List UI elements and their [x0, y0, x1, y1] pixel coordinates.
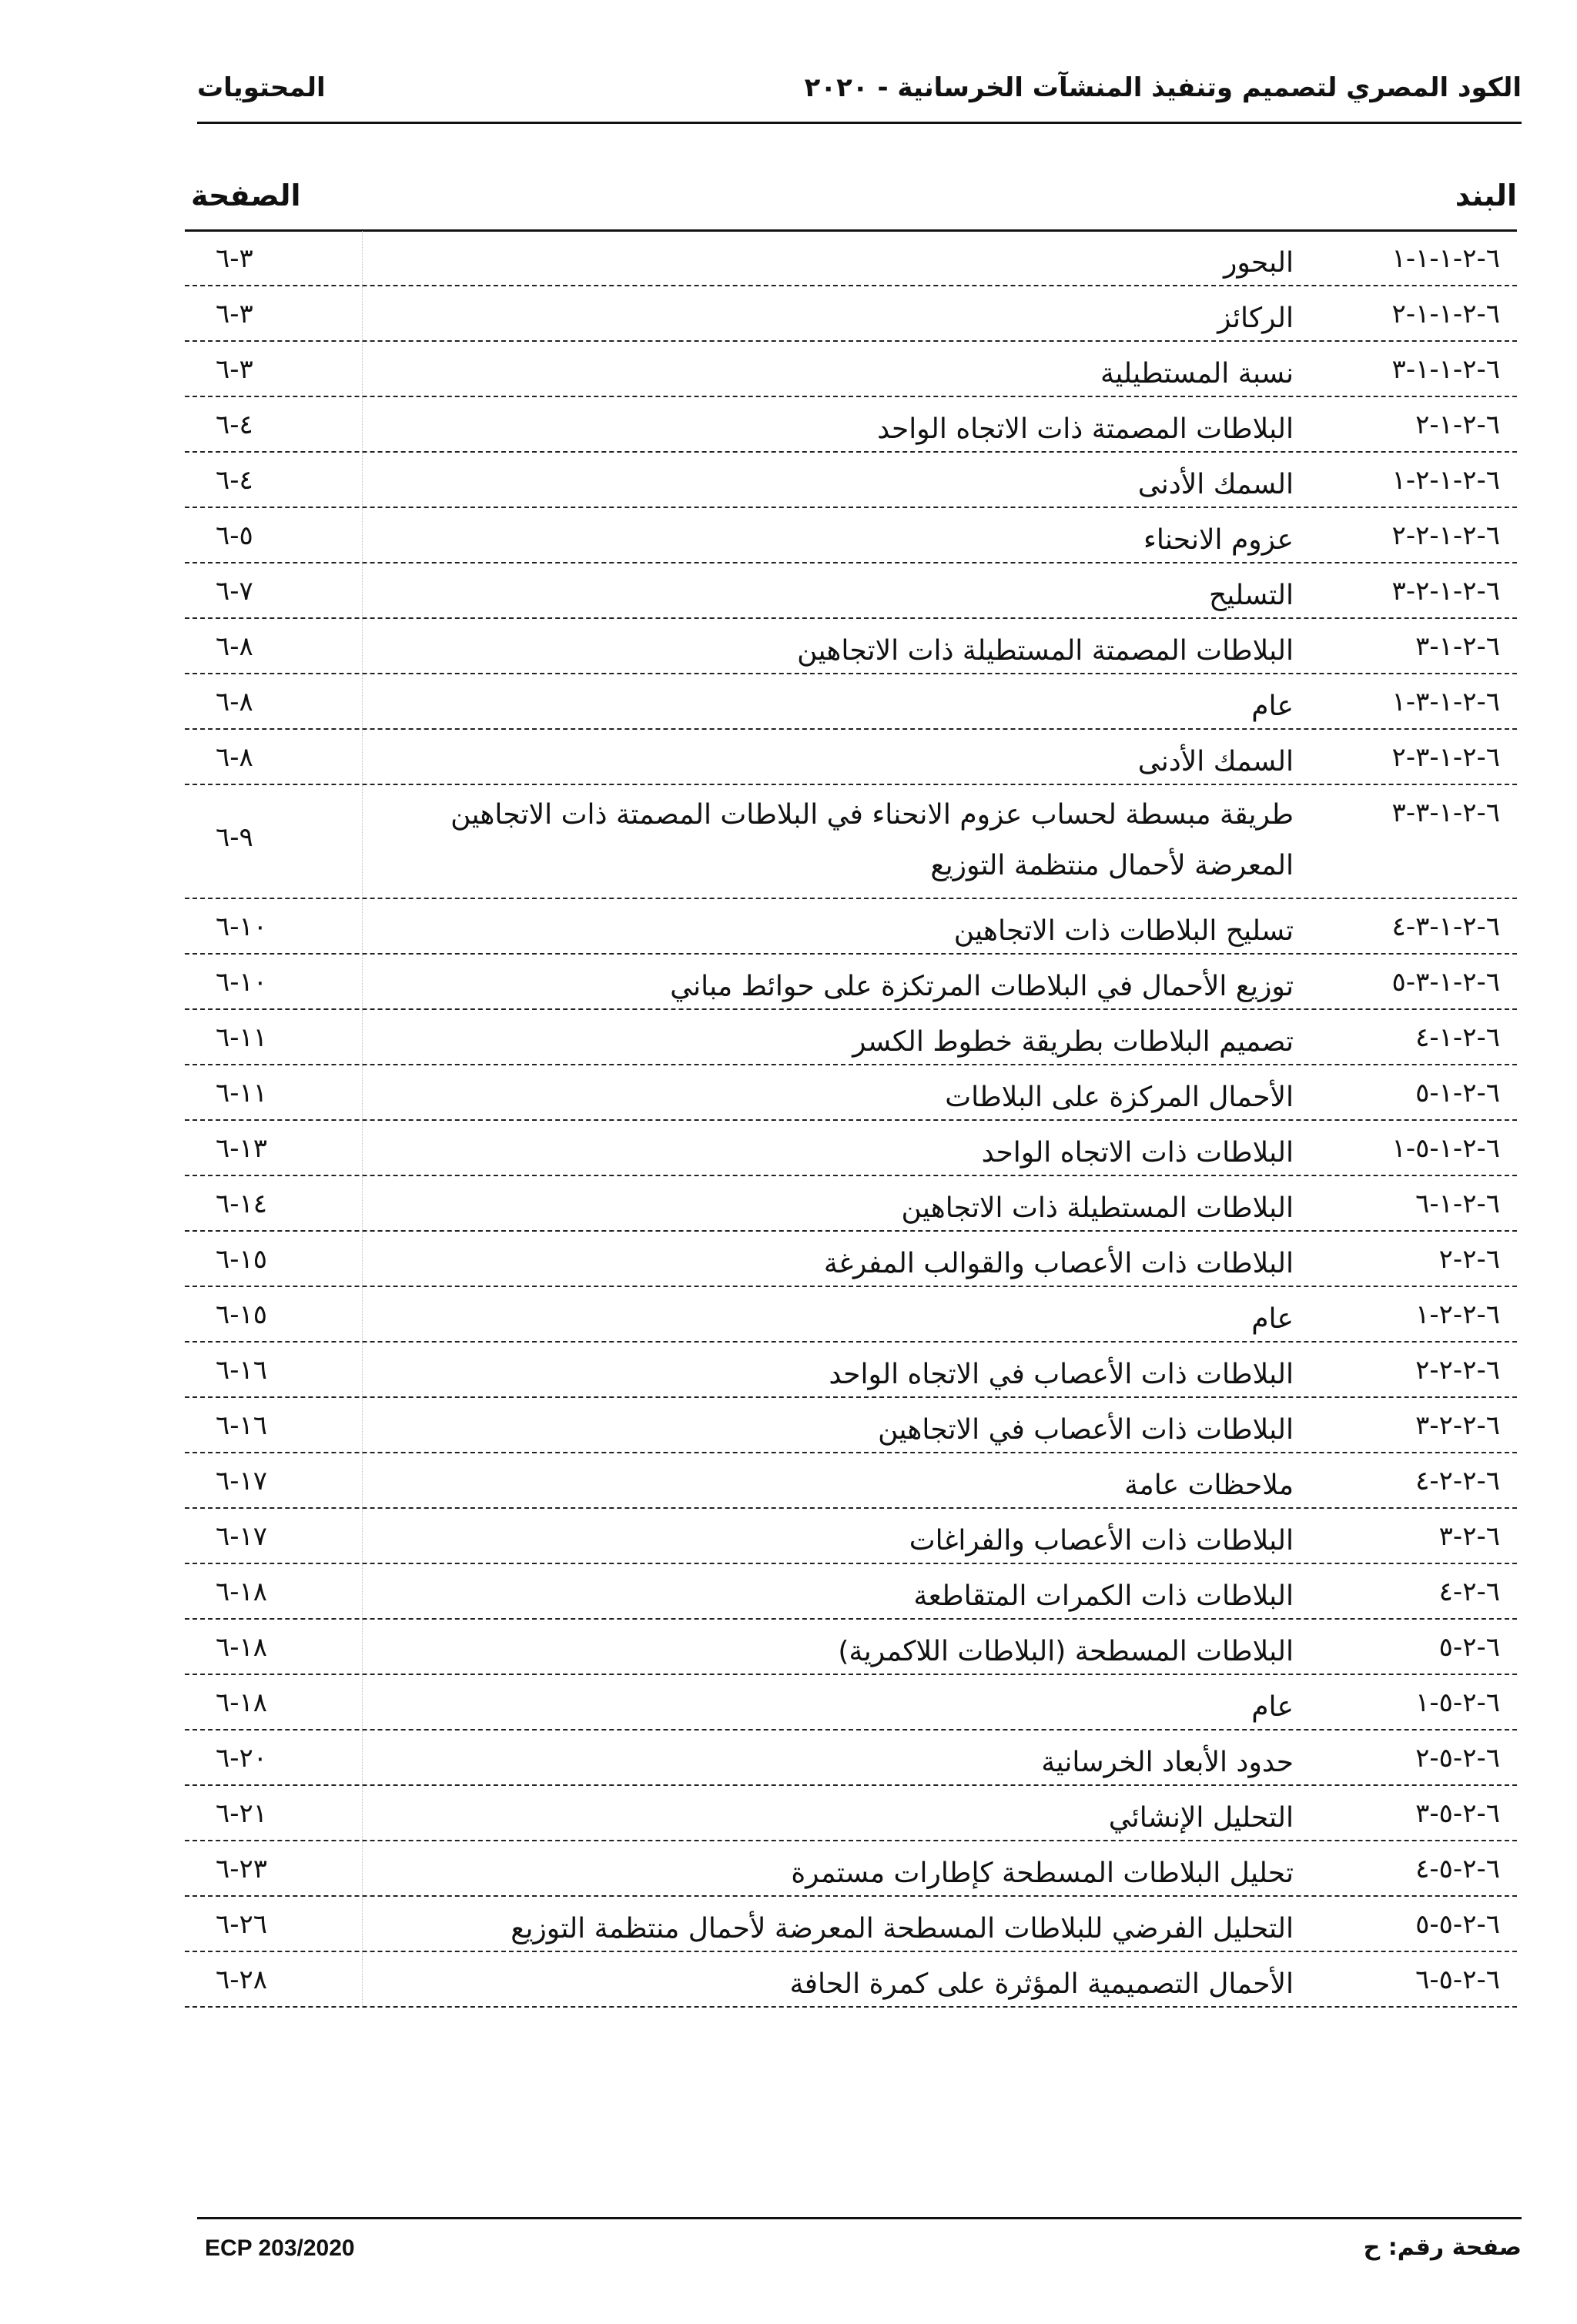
header-divider: [197, 122, 1522, 124]
toc-row: [185, 1841, 1517, 1897]
toc-entry-title: البلاطات ذات الأعصاب والقوالب المفرغة: [823, 1248, 1294, 1279]
column-separator: [362, 342, 363, 396]
toc-entry-title: التحليل الفرضي للبلاطات المسطحة المعرضة لأحمال منتظمة التوزيع: [511, 1913, 1294, 1944]
toc-row: [185, 563, 1517, 619]
toc-clause-number: ٦-٢-١-٥: [1415, 1078, 1500, 1108]
toc-row: [185, 1398, 1517, 1453]
toc-page-number: ١١-٦: [216, 1078, 268, 1108]
page-footer: [197, 2232, 1522, 2271]
toc-entry-title: توزيع الأحمال في البلاطات المرتكزة على حوائط مباني: [670, 971, 1294, 1002]
toc-page-number: ١٨-٦: [216, 1577, 268, 1607]
column-separator: [362, 674, 363, 728]
toc-page-number: ٩-٦: [216, 822, 253, 853]
toc-entry-title: البحور: [1223, 247, 1294, 279]
column-separator: [362, 955, 363, 1008]
toc-page-number: ١٥-٦: [216, 1244, 268, 1275]
toc-row: [185, 1952, 1517, 2008]
toc-row: [185, 955, 1517, 1010]
page-number-label: صفحة رقم: ح: [1363, 2234, 1522, 2261]
toc-row: [185, 1675, 1517, 1730]
toc-entry-title: عام: [1251, 1303, 1294, 1335]
toc-row: [185, 453, 1517, 508]
toc-row: [185, 1065, 1517, 1121]
toc-entry-title: عام: [1251, 691, 1294, 722]
toc-clause-number: ٦-٢-١-٣: [1415, 631, 1500, 662]
toc-entry-title: البلاطات ذات الأعصاب في الاتجاه الواحد: [829, 1359, 1294, 1390]
toc-page-number: ٤-٦: [216, 465, 253, 496]
toc-page-number: ١٤-٦: [216, 1189, 268, 1219]
toc-page-number: ٤-٦: [216, 410, 253, 440]
toc-clause-number: ٦-٢-١-٣-٤: [1391, 911, 1500, 942]
toc-row: [185, 1730, 1517, 1786]
toc-page-number: ٨-٦: [216, 742, 253, 773]
column-separator: [362, 563, 363, 617]
toc-page-number: ١٥-٦: [216, 1299, 268, 1330]
column-separator: [362, 619, 363, 673]
toc-entry-title: الأحمال التصميمية المؤثرة على كمرة الحافة: [789, 1968, 1294, 2000]
toc-entry-title: التسليح: [1209, 580, 1294, 611]
toc-clause-number: ٦-٢-٥-٥: [1415, 1909, 1500, 1940]
toc-clause-number: ٦-٢-٥-٣: [1415, 1798, 1500, 1829]
toc-clause-number: ٦-٢-١-١-٣: [1391, 354, 1500, 385]
toc-row: [185, 397, 1517, 453]
toc-clause-number: ٦-٢-٢: [1438, 1244, 1500, 1275]
toc-clause-number: ٦-٢-١-٢-١: [1391, 465, 1500, 496]
toc-clause-number: ٦-٢-٥-١: [1415, 1687, 1500, 1718]
toc-entry-title: تصميم البلاطات بطريقة خطوط الكسر: [852, 1026, 1294, 1058]
toc-row: [185, 231, 1517, 286]
toc-page-number: ٢١-٦: [216, 1798, 268, 1829]
toc-clause-number: ٦-٢-١-١-٢: [1391, 299, 1500, 329]
column-separator: [362, 1176, 363, 1230]
toc-clause-number: ٦-٢-١-٤: [1415, 1022, 1500, 1053]
toc-entry-title: ملاحظات عامة: [1124, 1470, 1294, 1501]
toc-row: [185, 286, 1517, 342]
toc-page-number: ٢٣-٦: [216, 1854, 268, 1884]
toc-page-number: ١٦-٦: [216, 1410, 268, 1441]
column-separator: [362, 1675, 363, 1729]
toc-clause-number: ٦-٢-٥-٤: [1415, 1854, 1500, 1884]
toc-entry-title: نسبة المستطيلية: [1100, 358, 1294, 390]
toc-row: [185, 1287, 1517, 1343]
toc-row: [185, 1010, 1517, 1065]
toc-clause-number: ٦-٢-١-٦: [1415, 1189, 1500, 1219]
column-separator: [362, 1897, 363, 1951]
toc-clause-number: ٦-٢-١-٢-٣: [1391, 576, 1500, 607]
toc-page-number: ١٦-٦: [216, 1355, 268, 1386]
column-separator: [362, 1287, 363, 1341]
toc-clause-number: ٦-٢-٢-٢: [1415, 1355, 1500, 1386]
toc-page-number: ١٠-٦: [216, 967, 268, 998]
toc-clause-number: ٦-٢-١-٣-٢: [1391, 742, 1500, 773]
toc-row: [185, 1897, 1517, 1952]
code-reference: ECP 203/2020: [205, 2235, 355, 2261]
toc-page-number: ٢٨-٦: [216, 1965, 268, 1995]
column-separator: [362, 397, 363, 451]
toc-page-number: ٧-٦: [216, 576, 253, 607]
column-separator: [362, 1232, 363, 1286]
table-of-contents: [185, 231, 1517, 2008]
toc-entry-title: البلاطات المصمتة المستطيلة ذات الاتجاهين: [797, 635, 1294, 667]
toc-entry-title: البلاطات ذات الكمرات المتقاطعة: [913, 1580, 1294, 1612]
column-separator: [362, 1509, 363, 1563]
toc-entry-title: الأحمال المركزة على البلاطات: [945, 1082, 1294, 1113]
toc-entry-title: عام: [1251, 1691, 1294, 1723]
toc-page-number: ١٣-٦: [216, 1133, 268, 1164]
toc-clause-number: ٦-٢-١-٣-٣: [1391, 798, 1500, 828]
toc-row: [185, 1343, 1517, 1398]
column-separator: [362, 1841, 363, 1895]
toc-page-number: ٢٦-٦: [216, 1909, 268, 1940]
toc-entry-title: الركائز: [1217, 303, 1294, 334]
toc-row: [185, 342, 1517, 397]
toc-column-headings: [185, 172, 1517, 226]
toc-page-number: ٣-٦: [216, 354, 253, 385]
toc-entry-title: البلاطات المصمتة ذات الاتجاه الواحد: [877, 413, 1294, 445]
toc-clause-number: ٦-٢-١-٣-١: [1391, 687, 1500, 717]
toc-row: [185, 785, 1517, 899]
toc-entry-title: عزوم الانحناء: [1143, 524, 1294, 556]
toc-clause-number: ٦-٢-٤: [1438, 1577, 1500, 1607]
column-separator: [362, 1620, 363, 1674]
column-separator: [362, 508, 363, 562]
column-separator: [362, 1121, 363, 1175]
toc-row: [185, 1509, 1517, 1564]
toc-row: [185, 674, 1517, 730]
toc-entry-title: البلاطات ذات الاتجاه الواحد: [981, 1137, 1294, 1169]
toc-row: [185, 1232, 1517, 1287]
document-title: الكود المصري لتصميم وتنفيذ المنشآت الخرسانية - ٢٠٢٠: [804, 72, 1522, 103]
toc-entry-title: تسليح البلاطات ذات الاتجاهين: [953, 915, 1294, 947]
toc-row: [185, 1786, 1517, 1841]
toc-entry-title: حدود الأبعاد الخرسانية: [1041, 1747, 1294, 1778]
column-separator: [362, 1952, 363, 2006]
clause-column-heading: البند: [1455, 179, 1517, 212]
toc-entry-title: السمك الأدنى: [1137, 746, 1294, 777]
toc-entry-title: البلاطات المستطيلة ذات الاتجاهين: [901, 1192, 1294, 1224]
toc-entry-title: تحليل البلاطات المسطحة كإطارات مستمرة: [791, 1858, 1294, 1889]
column-separator: [362, 1730, 363, 1784]
column-separator: [362, 231, 363, 285]
toc-clause-number: ٦-٢-١-٢: [1415, 410, 1500, 440]
toc-clause-number: ٦-٢-١-١-١: [1391, 243, 1500, 274]
column-separator: [362, 730, 363, 784]
toc-row: [185, 1453, 1517, 1509]
toc-clause-number: ٦-٢-١-٢-٢: [1391, 520, 1500, 551]
toc-page-number: ٥-٦: [216, 520, 253, 551]
toc-page-number: ٨-٦: [216, 631, 253, 662]
toc-entry-title: البلاطات ذات الأعصاب والفراغات: [909, 1525, 1294, 1557]
toc-row: [185, 1121, 1517, 1176]
toc-clause-number: ٦-٢-٥-٦: [1415, 1965, 1500, 1995]
toc-page-number: ١١-٦: [216, 1022, 268, 1053]
toc-page-number: ١٧-٦: [216, 1521, 268, 1552]
toc-clause-number: ٦-٢-٥-٢: [1415, 1743, 1500, 1774]
column-separator: [362, 1786, 363, 1840]
column-separator: [362, 1453, 363, 1507]
column-separator: [362, 899, 363, 953]
toc-row: [185, 508, 1517, 563]
column-separator: [362, 1065, 363, 1119]
toc-row: [185, 619, 1517, 674]
toc-page-number: ١٧-٦: [216, 1466, 268, 1496]
toc-page-number: ٢٠-٦: [216, 1743, 268, 1774]
toc-row: [185, 1564, 1517, 1620]
column-separator: [362, 286, 363, 340]
column-separator: [362, 1398, 363, 1452]
page-column-heading: الصفحة: [191, 179, 301, 212]
toc-clause-number: ٦-٢-٥: [1438, 1632, 1500, 1663]
toc-entry-title: طريقة مبسطة لحساب عزوم الانحناء في البلاطات المصمتة ذات الاتجاهين المعرضة لأحمال منتظمة التوزيع: [450, 799, 1294, 881]
toc-page-number: ١٨-٦: [216, 1687, 268, 1718]
toc-row: [185, 1620, 1517, 1675]
column-separator: [362, 453, 363, 507]
page-header: [197, 66, 1522, 120]
toc-row: [185, 1176, 1517, 1232]
toc-clause-number: ٦-٢-٢-١: [1415, 1299, 1500, 1330]
toc-clause-number: ٦-٢-٢-٤: [1415, 1466, 1500, 1496]
column-separator: [362, 1564, 363, 1618]
toc-clause-number: ٦-٢-٢-٣: [1415, 1410, 1500, 1441]
column-separator: [362, 1343, 363, 1396]
toc-entry-title: التحليل الإنشائي: [1108, 1802, 1294, 1834]
column-separator: [362, 785, 363, 898]
toc-page-number: ١٨-٦: [216, 1632, 268, 1663]
toc-row: [185, 899, 1517, 955]
toc-clause-number: ٦-٢-١-٥-١: [1391, 1133, 1500, 1164]
toc-page-number: ٣-٦: [216, 243, 253, 274]
toc-clause-number: ٦-٢-٣: [1438, 1521, 1500, 1552]
toc-row: [185, 730, 1517, 785]
toc-page-number: ٣-٦: [216, 299, 253, 329]
toc-clause-number: ٦-٢-١-٣-٥: [1391, 967, 1500, 998]
column-separator: [362, 1010, 363, 1064]
section-title: المحتويات: [197, 72, 326, 103]
toc-page-number: ١٠-٦: [216, 911, 268, 942]
footer-divider: [197, 2217, 1522, 2219]
toc-entry-title: البلاطات ذات الأعصاب في الاتجاهين: [878, 1414, 1294, 1446]
toc-page-number: ٨-٦: [216, 687, 253, 717]
toc-entry-title: البلاطات المسطحة (البلاطات اللاكمرية): [838, 1636, 1294, 1667]
toc-entry-title: السمك الأدنى: [1137, 469, 1294, 500]
